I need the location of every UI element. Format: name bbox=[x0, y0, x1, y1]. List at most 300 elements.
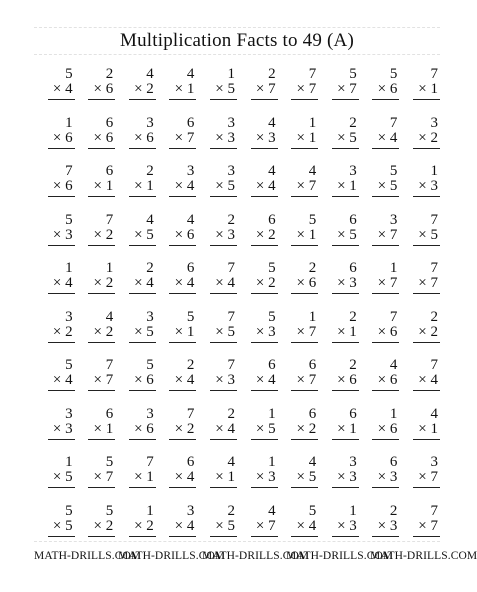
times-sign: × bbox=[93, 469, 102, 485]
times-sign: × bbox=[134, 81, 143, 97]
times-sign: × bbox=[337, 372, 346, 388]
problem-multiplier bbox=[175, 275, 195, 291]
answer-line bbox=[48, 439, 75, 440]
answer-line bbox=[251, 439, 278, 440]
problem-multiplier-value: 5 bbox=[308, 469, 317, 485]
times-sign: × bbox=[215, 275, 224, 291]
answer-line bbox=[88, 245, 115, 246]
problem-row bbox=[34, 503, 440, 552]
answer-line bbox=[251, 342, 278, 343]
answer-line bbox=[129, 390, 156, 391]
problem-multiplicand: 2 bbox=[349, 357, 357, 373]
problem-multiplier-value: 7 bbox=[430, 275, 438, 291]
multiplication-problem bbox=[47, 163, 75, 199]
problem-multiplier bbox=[93, 518, 113, 534]
times-sign: × bbox=[337, 275, 346, 291]
problem-multiplicand: 2 bbox=[308, 260, 317, 276]
problem-multiplicand: 7 bbox=[227, 260, 235, 276]
problem-multiplicand: 6 bbox=[349, 260, 357, 276]
problem-multiplicand: 1 bbox=[268, 405, 276, 422]
problem-multiplicand: 3 bbox=[430, 114, 438, 131]
answer-line bbox=[332, 487, 359, 488]
times-sign: × bbox=[255, 275, 265, 291]
problem-multiplier bbox=[256, 469, 276, 485]
answer-line bbox=[210, 390, 237, 391]
problem-multiplier-value: 6 bbox=[308, 275, 317, 291]
problem-multiplier-value: 2 bbox=[105, 517, 114, 534]
problem-multiplicand: 4 bbox=[268, 114, 276, 131]
answer-line bbox=[332, 293, 359, 294]
multiplication-problem bbox=[371, 260, 399, 296]
footer-watermark bbox=[34, 546, 477, 566]
times-sign: × bbox=[255, 372, 265, 388]
multiplication-problem bbox=[128, 212, 156, 248]
problem-multiplier-value: 4 bbox=[186, 517, 195, 534]
problem-row bbox=[34, 115, 440, 164]
problem-multiplier-value: 4 bbox=[65, 81, 73, 97]
answer-line bbox=[372, 536, 399, 537]
problem-multiplier-value: 7 bbox=[268, 81, 276, 97]
answer-line bbox=[291, 536, 318, 537]
times-sign: × bbox=[134, 275, 143, 291]
problem-multiplier bbox=[93, 178, 113, 194]
problem-multiplicand: 6 bbox=[105, 163, 114, 179]
problem-multiplier-value: 3 bbox=[349, 275, 357, 291]
answer-line bbox=[291, 487, 318, 488]
footer-watermark-text: MATH-DRILLS.COM bbox=[202, 550, 310, 562]
problem-multiplicand: 6 bbox=[186, 260, 195, 276]
multiplication-problem bbox=[371, 357, 399, 393]
multiplication-problem bbox=[250, 309, 278, 345]
problem-multiplier bbox=[378, 81, 398, 97]
problem-multiplicand: 1 bbox=[389, 405, 398, 422]
answer-line bbox=[332, 148, 359, 149]
problem-multiplier-value: 7 bbox=[389, 226, 398, 243]
times-sign: × bbox=[93, 129, 102, 146]
problem-multiplier-value: 1 bbox=[186, 323, 195, 340]
answer-line bbox=[169, 342, 196, 343]
times-sign: × bbox=[52, 517, 62, 534]
problem-row bbox=[34, 163, 440, 212]
multiplication-problem bbox=[412, 260, 440, 296]
times-sign: × bbox=[174, 372, 184, 388]
times-sign: × bbox=[134, 469, 143, 485]
times-sign: × bbox=[377, 178, 387, 194]
problem-multiplier-value: 1 bbox=[146, 178, 154, 194]
multiplication-problem bbox=[168, 309, 196, 345]
times-sign: × bbox=[296, 129, 305, 146]
problem-multiplicand: 5 bbox=[65, 502, 73, 519]
answer-line bbox=[332, 342, 359, 343]
multiplication-problem bbox=[371, 309, 399, 345]
multiplication-problem bbox=[412, 454, 440, 490]
problem-multiplier-value: 3 bbox=[227, 372, 235, 388]
times-sign: × bbox=[134, 420, 143, 437]
problem-multiplicand: 3 bbox=[146, 114, 154, 131]
times-sign: × bbox=[255, 129, 265, 146]
problem-multiplier bbox=[175, 227, 195, 243]
problem-multiplicand: 7 bbox=[430, 66, 438, 82]
answer-line bbox=[48, 536, 75, 537]
multiplication-problem bbox=[331, 115, 359, 151]
multiplication-problem bbox=[209, 309, 237, 345]
footer-watermark-text: MATH-DRILLS.COM bbox=[118, 550, 226, 562]
problem-multiplier-value: 1 bbox=[430, 420, 438, 437]
problem-multiplicand: 3 bbox=[186, 163, 195, 179]
problem-multiplier-value: 3 bbox=[430, 178, 438, 194]
times-sign: × bbox=[418, 469, 427, 485]
problem-multiplier-value: 5 bbox=[227, 81, 235, 97]
multiplication-problem bbox=[290, 260, 318, 296]
multiplication-problem bbox=[250, 163, 278, 199]
answer-line bbox=[88, 342, 115, 343]
multiplication-problem bbox=[250, 503, 278, 539]
times-sign: × bbox=[52, 178, 62, 194]
times-sign: × bbox=[296, 81, 305, 97]
answer-line bbox=[88, 196, 115, 197]
multiplication-problem bbox=[47, 260, 75, 296]
multiplication-problem bbox=[168, 503, 196, 539]
worksheet-title: Multiplication Facts to 49 (A) bbox=[120, 30, 354, 51]
answer-line bbox=[88, 99, 115, 100]
problem-multiplicand: 2 bbox=[186, 357, 195, 373]
problem-multiplier-value: 2 bbox=[186, 420, 195, 437]
problem-multiplier-value: 3 bbox=[268, 469, 276, 485]
times-sign: × bbox=[255, 517, 265, 534]
multiplication-problem bbox=[331, 503, 359, 539]
multiplication-problem bbox=[331, 66, 359, 102]
answer-line bbox=[372, 293, 399, 294]
problem-multiplier bbox=[256, 421, 276, 437]
multiplication-problem bbox=[412, 66, 440, 102]
problem-multiplicand: 1 bbox=[65, 454, 73, 470]
problem-multiplicand: 3 bbox=[227, 114, 235, 131]
problem-multiplier-value: 7 bbox=[268, 517, 276, 534]
problem-multiplicand: 2 bbox=[268, 66, 276, 82]
multiplication-problem bbox=[209, 66, 237, 102]
problem-multiplier-value: 6 bbox=[65, 178, 73, 194]
multiplication-problem bbox=[168, 260, 196, 296]
problem-multiplier-value: 1 bbox=[308, 129, 317, 146]
answer-line bbox=[332, 245, 359, 246]
multiplication-problem bbox=[331, 212, 359, 248]
problem-row bbox=[34, 212, 440, 261]
problem-multiplier bbox=[418, 81, 438, 97]
times-sign: × bbox=[52, 372, 62, 388]
problem-multiplier bbox=[378, 518, 398, 534]
problem-multiplier-value: 5 bbox=[227, 323, 235, 340]
answer-line bbox=[372, 99, 399, 100]
problem-multiplier bbox=[296, 469, 316, 485]
times-sign: × bbox=[215, 81, 224, 97]
problem-multiplier bbox=[53, 227, 73, 243]
problem-multiplier-value: 4 bbox=[186, 178, 195, 194]
times-sign: × bbox=[215, 372, 224, 388]
multiplication-problem bbox=[250, 454, 278, 490]
problem-multiplier bbox=[337, 81, 357, 97]
answer-line bbox=[48, 245, 75, 246]
answer-line bbox=[129, 439, 156, 440]
answer-line bbox=[413, 342, 440, 343]
problem-multiplier-value: 2 bbox=[65, 323, 73, 340]
times-sign: × bbox=[215, 517, 224, 534]
times-sign: × bbox=[174, 420, 184, 437]
times-sign: × bbox=[215, 129, 224, 146]
times-sign: × bbox=[93, 275, 102, 291]
multiplication-problem bbox=[290, 163, 318, 199]
answer-line bbox=[413, 536, 440, 537]
answer-line bbox=[88, 439, 115, 440]
multiplication-problem bbox=[290, 357, 318, 393]
answer-line bbox=[291, 99, 318, 100]
multiplication-problem bbox=[128, 66, 156, 102]
multiplication-problem bbox=[47, 115, 75, 151]
answer-line bbox=[291, 390, 318, 391]
answer-line bbox=[169, 148, 196, 149]
problem-multiplicand: 5 bbox=[389, 66, 398, 82]
problem-multiplier-value: 6 bbox=[186, 226, 195, 243]
problem-multiplicand: 6 bbox=[349, 211, 357, 228]
multiplication-problem bbox=[168, 406, 196, 442]
problem-multiplier bbox=[215, 275, 235, 291]
problem-multiplier bbox=[53, 130, 73, 146]
problem-multiplier bbox=[93, 227, 113, 243]
problem-multiplier bbox=[418, 130, 438, 146]
problem-multiplicand: 5 bbox=[389, 163, 398, 179]
problem-multiplier-value: 2 bbox=[430, 323, 438, 340]
multiplication-problem bbox=[47, 309, 75, 345]
multiplication-problem bbox=[209, 163, 237, 199]
problem-multiplier bbox=[53, 469, 73, 485]
answer-line bbox=[169, 196, 196, 197]
problem-multiplicand: 4 bbox=[146, 211, 154, 228]
footer-watermark-text: MATH-DRILLS.COM bbox=[370, 550, 477, 562]
times-sign: × bbox=[418, 81, 427, 97]
multiplication-problem bbox=[128, 454, 156, 490]
multiplication-problem bbox=[47, 503, 75, 539]
problem-multiplier bbox=[418, 421, 438, 437]
problem-multiplicand: 3 bbox=[146, 308, 154, 325]
problem-multiplicand: 7 bbox=[430, 357, 438, 373]
times-sign: × bbox=[215, 178, 224, 194]
times-sign: × bbox=[93, 81, 102, 97]
multiplication-problem bbox=[209, 115, 237, 151]
answer-line bbox=[372, 245, 399, 246]
times-sign: × bbox=[52, 469, 62, 485]
problem-multiplicand: 4 bbox=[268, 502, 276, 519]
problem-multiplier-value: 1 bbox=[349, 178, 357, 194]
answer-line bbox=[48, 99, 75, 100]
problem-multiplier bbox=[175, 372, 195, 388]
problem-multiplicand: 7 bbox=[389, 114, 398, 131]
multiplication-problem bbox=[128, 163, 156, 199]
times-sign: × bbox=[174, 469, 184, 485]
multiplication-problem bbox=[331, 357, 359, 393]
problem-multiplier-value: 1 bbox=[227, 469, 235, 485]
problem-multiplier-value: 5 bbox=[65, 517, 73, 534]
answer-line bbox=[251, 196, 278, 197]
problem-multiplicand: 2 bbox=[227, 502, 235, 519]
problem-multiplier bbox=[53, 275, 73, 291]
problem-multiplier-value: 6 bbox=[389, 420, 398, 437]
multiplication-problem bbox=[128, 115, 156, 151]
problem-multiplicand: 6 bbox=[308, 357, 317, 373]
problem-multiplicand: 7 bbox=[105, 211, 114, 228]
answer-line bbox=[169, 536, 196, 537]
answer-line bbox=[88, 390, 115, 391]
problem-multiplier-value: 6 bbox=[105, 81, 114, 97]
footer-watermark-text: MATH-DRILLS.COM bbox=[34, 550, 142, 562]
answer-line bbox=[169, 439, 196, 440]
problem-multiplier-value: 3 bbox=[389, 517, 398, 534]
problem-multiplicand: 3 bbox=[430, 454, 438, 470]
multiplication-problem bbox=[250, 115, 278, 151]
answer-line bbox=[372, 487, 399, 488]
problem-multiplier-value: 7 bbox=[430, 469, 438, 485]
problem-multiplicand: 6 bbox=[105, 114, 114, 131]
multiplication-problem bbox=[331, 260, 359, 296]
problem-multiplier-value: 5 bbox=[146, 226, 154, 243]
problem-multiplicand: 4 bbox=[146, 66, 154, 82]
answer-line bbox=[129, 487, 156, 488]
problem-multiplier bbox=[337, 518, 357, 534]
problem-multiplicand: 6 bbox=[308, 405, 317, 422]
problem-multiplier bbox=[378, 275, 398, 291]
problem-multiplier-value: 7 bbox=[308, 372, 317, 388]
times-sign: × bbox=[337, 420, 346, 437]
problem-multiplicand: 7 bbox=[430, 260, 438, 276]
answer-line bbox=[129, 148, 156, 149]
problem-multiplier-value: 6 bbox=[146, 129, 154, 146]
multiplication-problem bbox=[87, 454, 115, 490]
answer-line bbox=[210, 439, 237, 440]
multiplication-problem bbox=[47, 406, 75, 442]
answer-line bbox=[48, 196, 75, 197]
times-sign: × bbox=[93, 226, 102, 243]
problem-multiplier bbox=[93, 469, 113, 485]
problem-multiplier-value: 1 bbox=[349, 420, 357, 437]
problem-multiplier-value: 7 bbox=[105, 372, 114, 388]
answer-line bbox=[129, 293, 156, 294]
problem-multiplier-value: 4 bbox=[146, 275, 154, 291]
times-sign: × bbox=[134, 226, 143, 243]
problem-multiplier bbox=[256, 178, 276, 194]
multiplication-problem bbox=[412, 115, 440, 151]
problem-multiplicand: 4 bbox=[308, 163, 317, 179]
problem-multiplicand: 7 bbox=[65, 163, 73, 179]
times-sign: × bbox=[134, 372, 143, 388]
problem-multiplier-value: 1 bbox=[430, 81, 438, 97]
times-sign: × bbox=[296, 372, 305, 388]
multiplication-problem bbox=[412, 406, 440, 442]
problem-multiplier-value: 5 bbox=[65, 469, 73, 485]
problem-multiplier bbox=[256, 130, 276, 146]
problem-multiplier bbox=[215, 324, 235, 340]
problem-multiplicand: 5 bbox=[308, 502, 317, 519]
problem-multiplicand: 4 bbox=[227, 454, 235, 470]
problem-multiplier-value: 3 bbox=[65, 420, 73, 437]
answer-line bbox=[210, 196, 237, 197]
answer-line bbox=[48, 390, 75, 391]
multiplication-problem bbox=[412, 357, 440, 393]
problem-multiplier bbox=[296, 324, 316, 340]
times-sign: × bbox=[418, 178, 427, 194]
answer-line bbox=[372, 196, 399, 197]
problem-multiplicand: 5 bbox=[308, 211, 317, 228]
problem-multiplier-value: 2 bbox=[105, 323, 114, 340]
header-bottom-dashed-line bbox=[34, 54, 440, 55]
problem-multiplicand: 2 bbox=[349, 308, 357, 325]
problem-multiplicand: 7 bbox=[146, 454, 154, 470]
multiplication-problem bbox=[290, 454, 318, 490]
problem-multiplicand: 2 bbox=[227, 211, 235, 228]
times-sign: × bbox=[134, 517, 143, 534]
problem-multiplicand: 7 bbox=[389, 308, 398, 325]
answer-line bbox=[291, 439, 318, 440]
problem-multiplicand: 4 bbox=[389, 357, 398, 373]
answer-line bbox=[88, 487, 115, 488]
problem-multiplier bbox=[256, 227, 276, 243]
problem-multiplicand: 1 bbox=[268, 454, 276, 470]
multiplication-problem bbox=[168, 212, 196, 248]
problem-multiplier-value: 7 bbox=[186, 129, 195, 146]
problem-multiplicand: 6 bbox=[105, 405, 114, 422]
problem-multiplier-value: 1 bbox=[186, 81, 195, 97]
problem-row bbox=[34, 66, 440, 115]
times-sign: × bbox=[215, 323, 224, 340]
times-sign: × bbox=[215, 420, 224, 437]
times-sign: × bbox=[93, 323, 102, 340]
problem-multiplicand: 5 bbox=[349, 66, 357, 82]
times-sign: × bbox=[174, 517, 184, 534]
answer-line bbox=[291, 196, 318, 197]
problem-multiplier bbox=[296, 421, 316, 437]
problem-multiplier bbox=[418, 275, 438, 291]
multiplication-problem bbox=[168, 163, 196, 199]
problem-multiplier-value: 2 bbox=[146, 517, 154, 534]
multiplication-problem bbox=[209, 260, 237, 296]
multiplication-problem bbox=[412, 503, 440, 539]
problem-multiplier-value: 5 bbox=[268, 420, 276, 437]
problem-multiplier bbox=[378, 324, 398, 340]
times-sign: × bbox=[418, 129, 427, 146]
problem-multiplicand: 3 bbox=[389, 211, 398, 228]
multiplication-problem bbox=[87, 115, 115, 151]
problem-multiplicand: 6 bbox=[268, 211, 276, 228]
times-sign: × bbox=[52, 275, 62, 291]
problem-multiplicand: 1 bbox=[308, 308, 317, 325]
times-sign: × bbox=[134, 178, 143, 194]
times-sign: × bbox=[337, 178, 346, 194]
problem-multiplier-value: 4 bbox=[65, 275, 73, 291]
problem-multiplicand: 2 bbox=[227, 405, 235, 422]
problem-multiplier bbox=[53, 372, 73, 388]
answer-line bbox=[129, 342, 156, 343]
times-sign: × bbox=[134, 129, 143, 146]
problem-multiplier bbox=[296, 178, 316, 194]
problem-multiplicand: 1 bbox=[65, 114, 73, 131]
multiplication-problem bbox=[209, 406, 237, 442]
problem-multiplier bbox=[215, 372, 235, 388]
problem-multiplier bbox=[134, 130, 154, 146]
multiplication-problem bbox=[87, 406, 115, 442]
answer-line bbox=[48, 342, 75, 343]
problem-multiplicand: 1 bbox=[389, 260, 398, 276]
multiplication-problem bbox=[209, 454, 237, 490]
answer-line bbox=[210, 487, 237, 488]
answer-line bbox=[251, 245, 278, 246]
problem-multiplier bbox=[296, 81, 316, 97]
